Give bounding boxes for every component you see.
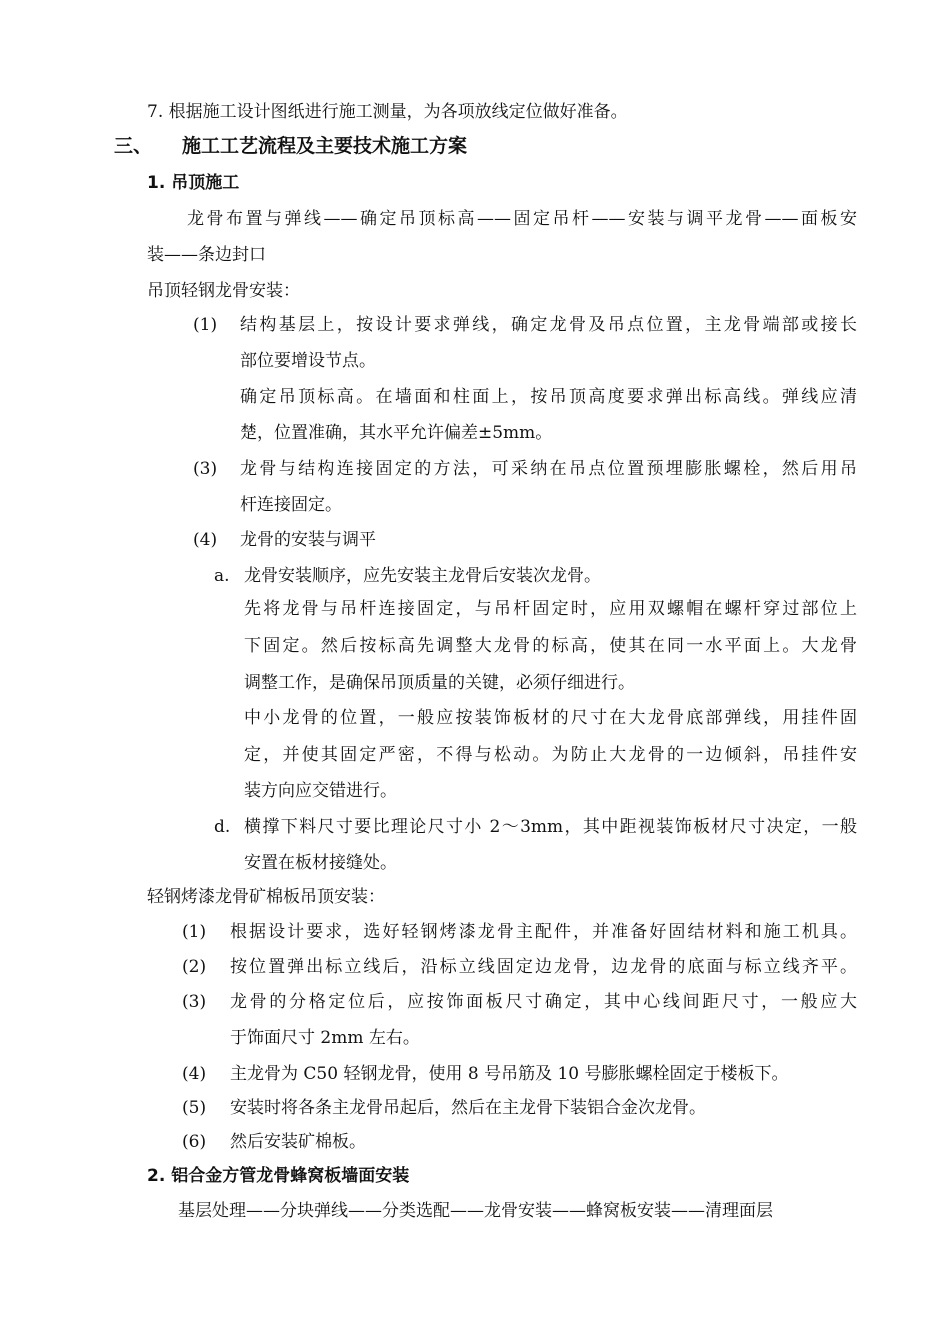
step-6-number: (6) <box>182 1132 207 1152</box>
sub-b-line-3: 调整工作，是确保吊顶质量的关键，必须仔细进行。 <box>244 673 635 693</box>
sub-b-line-1: 先将龙骨与吊杆连接固定，与吊杆固定时，应用双螺帽在螺杆穿过部位上 <box>244 599 857 619</box>
step-3-line-1: 龙骨的分格定位后，应按饰面板尺寸确定，其中心线间距尺寸，一般应大 <box>230 992 857 1012</box>
item-1-number: (1) <box>193 315 218 335</box>
step-5-text: 安装时将各条主龙骨吊起后，然后在主龙骨下装铝合金次龙骨。 <box>230 1098 706 1118</box>
step-1-text: 根据设计要求，选好轻钢烤漆龙骨主配件，并准备好固结材料和施工机具。 <box>230 922 857 942</box>
sub-d-line-1: 横撑下料尺寸要比理论尺寸小 2～3mm，其中距视装饰板材尺寸决定，一般 <box>244 817 857 837</box>
subheading-mineral-wool: 轻钢烤漆龙骨矿棉板吊顶安装： <box>147 887 385 907</box>
heading-aluminum-honeycomb: 2. 铝合金方管龙骨蜂窝板墙面安装 <box>147 1166 410 1186</box>
item-1-line-2: 部位要增设节点。 <box>240 351 376 371</box>
step-1-number: (1) <box>182 922 207 942</box>
sub-c-line-2: 定，并使其固定严密，不得与松动。为防止大龙骨的一边倾斜，吊挂件安 <box>244 745 857 765</box>
step-6-text: 然后安装矿棉板。 <box>230 1132 366 1152</box>
sub-c-line-3: 装方向应交错进行。 <box>244 781 397 801</box>
step-3-line-2: 于饰面尺寸 2mm 左右。 <box>230 1028 420 1048</box>
step-5-number: (5) <box>182 1098 207 1118</box>
step-2-text: 按位置弹出标立线后，沿标立线固定边龙骨，边龙骨的底面与标立线齐平。 <box>230 957 857 977</box>
item-3-number: (3) <box>193 459 218 479</box>
step-4-text: 主龙骨为 C50 轻钢龙骨，使用 8 号吊筋及 10 号膨胀螺栓固定于楼板下。 <box>230 1064 789 1084</box>
item-3-line-1: 龙骨与结构连接固定的方法，可采纳在吊点位置预埋膨胀螺栓，然后用吊 <box>240 459 857 479</box>
item-2-line-2: 楚，位置准确，其水平允许偏差±5mm。 <box>240 423 553 443</box>
step-4-number: (4) <box>182 1064 207 1084</box>
item-1-line-1: 结构基层上，按设计要求弹线，确定龙骨及吊点位置，主龙骨端部或接长 <box>240 315 857 335</box>
paragraph-7: 7. 根据施工设计图纸进行施工测量，为各项放线定位做好准备。 <box>147 102 628 122</box>
item-4-line-1: 龙骨的安装与调平 <box>240 530 376 550</box>
item-2-line-1: 确定吊顶标高。在墙面和柱面上，按吊顶高度要求弹出标高线。弹线应清 <box>240 387 857 407</box>
section-number: 三、 <box>114 135 153 157</box>
sub-c-line-1: 中小龙骨的位置，一般应按装饰板材的尺寸在大龙骨底部弹线，用挂件固 <box>244 708 857 728</box>
sub-a-label: a. <box>214 566 230 586</box>
step-3-number: (3) <box>182 992 207 1012</box>
honeycomb-flow: 基层处理——分块弹线——分类选配——龙骨安装——蜂窝板安装——清理面层 <box>178 1201 773 1221</box>
subheading-light-steel: 吊顶轻钢龙骨安装： <box>147 281 300 301</box>
sub-b-line-2: 下固定。然后按标高先调整大龙骨的标高，使其在同一水平面上。大龙骨 <box>244 636 857 656</box>
item-3-line-2: 杆连接固定。 <box>240 495 342 515</box>
section-title: 施工工艺流程及主要技术施工方案 <box>182 135 468 157</box>
heading-ceiling: 1. 吊顶施工 <box>147 173 240 193</box>
sub-d-label: d. <box>214 817 231 837</box>
item-4-number: (4) <box>193 530 218 550</box>
sub-d-line-2: 安置在板材接缝处。 <box>244 853 397 873</box>
sub-a-line-1: 龙骨安装顺序，应先安装主龙骨后安装次龙骨。 <box>244 566 601 586</box>
ceiling-flow-line-1: 龙骨布置与弹线——确定吊顶标高——固定吊杆——安装与调平龙骨——面板安 <box>187 209 857 229</box>
ceiling-flow-line-2: 装——条边封口 <box>147 245 266 265</box>
step-2-number: (2) <box>182 957 207 977</box>
